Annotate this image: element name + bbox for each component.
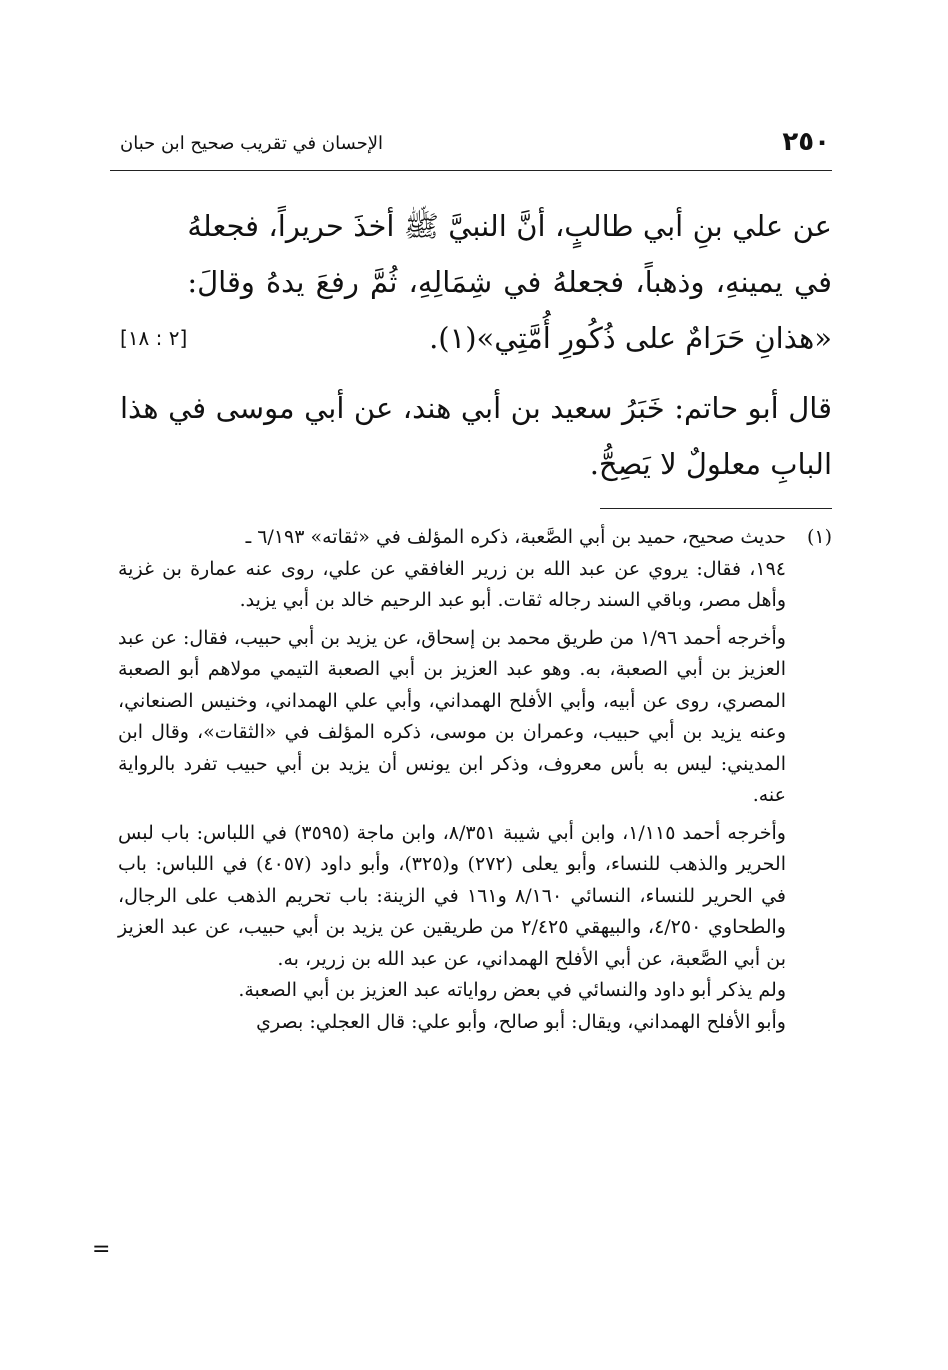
continuation-mark: = [92, 1237, 111, 1262]
footnotes [118, 522, 832, 1038]
hadith-paragraph [120, 198, 832, 366]
footnote-1-text: حديث صحيح، حميد بن أبي الصَّعبة، ذكره المؤلف في «ثقاته» ٦/١٩٣ ـ [245, 526, 786, 548]
page-number: ٢٥٠ [782, 127, 830, 157]
footnote-1-continuation: ١٩٤، فقال: يروي عن عبد الله بن زرير الغافقي عن علي، روى عنه عمارة بن غزية وأهل مصر، وباقي السند رجاله ثقات. أبو عبد الرحيم خالد بن أبي يزيد. [118, 557, 786, 611]
header-rule [110, 170, 832, 171]
comment-paragraph: قال أبو حاتم: خَبَرُ سعيد بن أبي هند، عن أبي موسى في هذا البابِ معلولٌ لا يَصِحُّ. [120, 391, 832, 481]
footnote-paragraph-4: ولم يذكر أبو داود والنسائي في بعض رواياته عبد العزيز بن أبي الصعبة. [238, 979, 786, 1001]
footnote-1 [118, 522, 832, 554]
footnote-paragraph-3: وأخرجه أحمد ١/١١٥، وابن أبي شيبة ٨/٣٥١، وابن ماجة (٣٥٩٥) في اللباس: باب لبس الحرير والذهب للنساء، وأبو يعلى (٢٧٢) و(٣٢٥)، وأبو داود (٤٠٥٧) في اللباس: باب في الحرير للنساء، النسائي ٨/١٦٠ و١٦١ في الزينة: باب تحريم الذهب على الرجال، والطحاوي ٤/٢٥٠، والبيهقي ٢/٤٢٥ من طريقين عن يزيد بن أبي حبيب، عن عبد العزيز بن أبي الصَّعبة، عن أبي الأفلح الهمداني، عن عبد الله بن زرير، به. [118, 821, 787, 970]
main-text [120, 198, 832, 492]
hadith-text: عن علي بنِ أبي طالبٍ، أنَّ النبيَّ ﷺ أخذَ حريراً، فجعلهُ في يمينهِ، وذهباً، فجعلهُ في شِمَالِهِ، ثُمَّ رفعَ يدهُ وقالَ: «هذانِ حَرَامٌ على ذُكُورِ أُمَّتِي»(١). [187, 209, 832, 355]
footnote-marker: (١) [806, 526, 832, 548]
hadith-reference: [٢ : ١٨] [120, 326, 188, 350]
running-title: الإحسان في تقريب صحيح ابن حبان [120, 133, 384, 154]
page-header [110, 126, 830, 166]
footnote-paragraph-2: وأخرجه أحمد ١/٩٦ من طريق محمد بن إسحاق، عن يزيد بن أبي حبيب، فقال: عن عبد العزيز بن أبي الصعبة، به. وهو عبد العزيز بن أبي الصعبة التيمي مولاهم أبو الصعبة المصري، روى عن أبيه، وأبي الأفلح الهمداني، وأبي علي الهمداني، وخنيس الصنعاني، وعنه يزيد بن أبي حبيب، وعمران بن موسى، ذكره المؤلف في «الثقات»، وقال ابن المديني: ليس به بأس معروف، وذكر ابن يونس أن يزيد بن أبي حبيب تفرد بالرواية عنه. [118, 626, 786, 806]
footnote-rule [600, 508, 832, 509]
footnote-paragraph-5: وأبو الأفلح الهمداني، ويقال: أبو صالح، وأبو علي: قال العجلي: بصري [256, 1010, 786, 1033]
